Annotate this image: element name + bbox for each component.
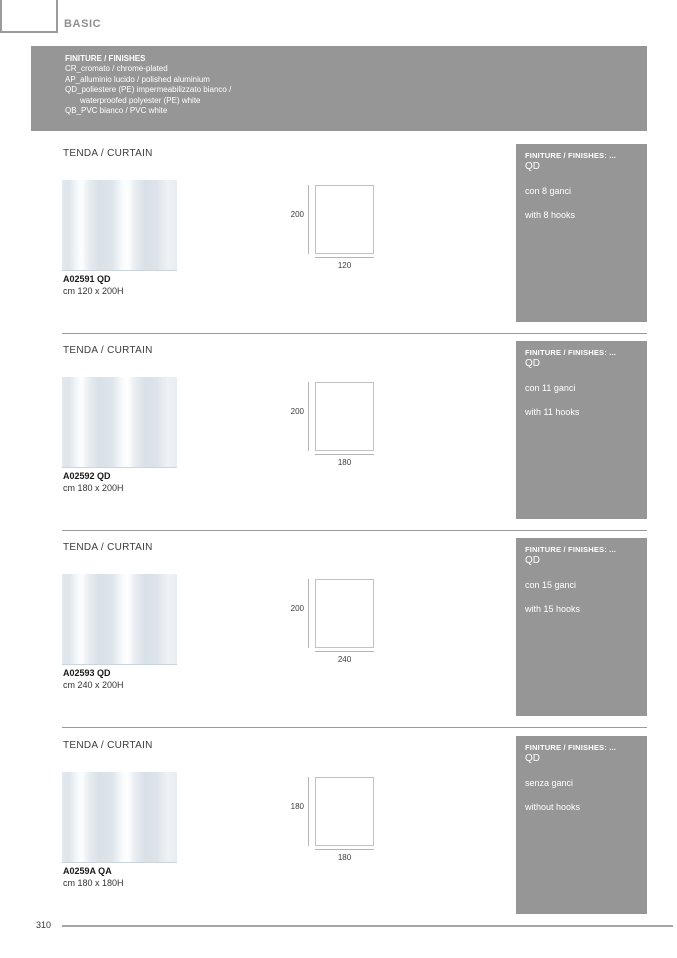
- diagram-height-label: 200: [290, 604, 304, 613]
- diagram-rectangle: [315, 579, 374, 648]
- section-separator: [62, 530, 647, 531]
- product-size: cm 240 x 200H: [63, 680, 124, 690]
- finish-code: QD: [525, 358, 540, 369]
- diagram-width-line: [315, 849, 374, 850]
- hooks-note-italian: con 8 ganci: [525, 186, 572, 196]
- product-code: A02591 QD: [63, 274, 111, 284]
- hooks-note-english: with 8 hooks: [525, 210, 576, 220]
- diagram-height-label: 180: [290, 802, 304, 811]
- diagram-width-line: [315, 454, 374, 455]
- product-code: A02592 QD: [63, 471, 111, 481]
- product-section-a02591: [0, 140, 677, 337]
- legend-line-qd-en: waterproofed polyester (PE) white: [80, 95, 201, 105]
- hooks-note-italian: senza ganci: [525, 778, 574, 788]
- finishes-info-panel: [516, 341, 647, 519]
- product-code: A02593 QD: [63, 668, 111, 678]
- diagram-height-line: [308, 777, 309, 846]
- diagram-width-line: [315, 257, 374, 258]
- hooks-note-english: without hooks: [525, 802, 581, 812]
- finish-code: QD: [525, 161, 540, 172]
- finishes-legend-panel: [31, 46, 647, 131]
- section-heading: TENDA / CURTAIN: [63, 148, 153, 159]
- product-size: cm 180 x 200H: [63, 483, 124, 493]
- footer-rule: [62, 925, 673, 927]
- section-heading: TENDA / CURTAIN: [63, 740, 153, 751]
- finishes-panel-title: FINITURE / FINISHES: ...: [525, 151, 617, 160]
- diagram-height-line: [308, 579, 309, 648]
- diagram-width-label: 180: [337, 853, 352, 862]
- diagram-rectangle: [315, 185, 374, 254]
- section-heading: TENDA / CURTAIN: [63, 345, 153, 356]
- collection-name: BASIC: [64, 18, 102, 30]
- hooks-note-english: with 15 hooks: [525, 604, 581, 614]
- product-section-a02592: [0, 337, 677, 534]
- finishes-panel-title: FINITURE / FINISHES: ...: [525, 348, 617, 357]
- curtain-photo: [62, 574, 177, 665]
- legend-line-qb: QB_PVC bianco / PVC white: [65, 106, 168, 116]
- curtain-photo: [62, 377, 177, 468]
- finishes-legend-title: FINITURE / FINISHES: [65, 54, 146, 63]
- page-number: 310: [36, 920, 52, 930]
- diagram-rectangle: [315, 382, 374, 451]
- diagram-height-line: [308, 185, 309, 254]
- product-size: cm 180 x 180H: [63, 878, 124, 888]
- product-section-a0259a: [0, 732, 677, 929]
- diagram-height-line: [308, 382, 309, 451]
- finishes-panel-title: FINITURE / FINISHES: ...: [525, 743, 617, 752]
- legend-line-cr: CR_cromato / chrome-plated: [65, 64, 168, 74]
- product-size: cm 120 x 200H: [63, 286, 124, 296]
- diagram-width-label: 240: [337, 655, 352, 664]
- product-section-a02593: [0, 534, 677, 731]
- diagram-rectangle: [315, 777, 374, 846]
- finishes-info-panel: [516, 538, 647, 716]
- finishes-info-panel: [516, 736, 647, 914]
- legend-line-ap: AP_alluminio lucido / polished aluminium: [65, 74, 210, 84]
- diagram-height-label: 200: [290, 210, 304, 219]
- section-separator: [62, 727, 647, 728]
- diagram-width-label: 180: [337, 458, 352, 467]
- section-separator: [62, 333, 647, 334]
- hooks-note-italian: con 15 ganci: [525, 580, 577, 590]
- section-heading: TENDA / CURTAIN: [63, 542, 153, 553]
- corner-frame-decoration: [0, 0, 58, 33]
- finish-code: QD: [525, 753, 540, 764]
- curtain-photo: [62, 180, 177, 271]
- finishes-panel-title: FINITURE / FINISHES: ...: [525, 545, 617, 554]
- curtain-photo: [62, 772, 177, 863]
- hooks-note-italian: con 11 ganci: [525, 383, 576, 393]
- diagram-height-label: 200: [290, 407, 304, 416]
- diagram-width-label: 120: [337, 261, 352, 270]
- finish-code: QD: [525, 555, 540, 566]
- finishes-info-panel: [516, 144, 647, 322]
- legend-line-qd: QD_poliestere (PE) impermeabilizzato bianco /: [65, 85, 232, 95]
- hooks-note-english: with 11 hooks: [525, 407, 580, 417]
- diagram-width-line: [315, 651, 374, 652]
- product-code: A0259A QA: [63, 866, 112, 876]
